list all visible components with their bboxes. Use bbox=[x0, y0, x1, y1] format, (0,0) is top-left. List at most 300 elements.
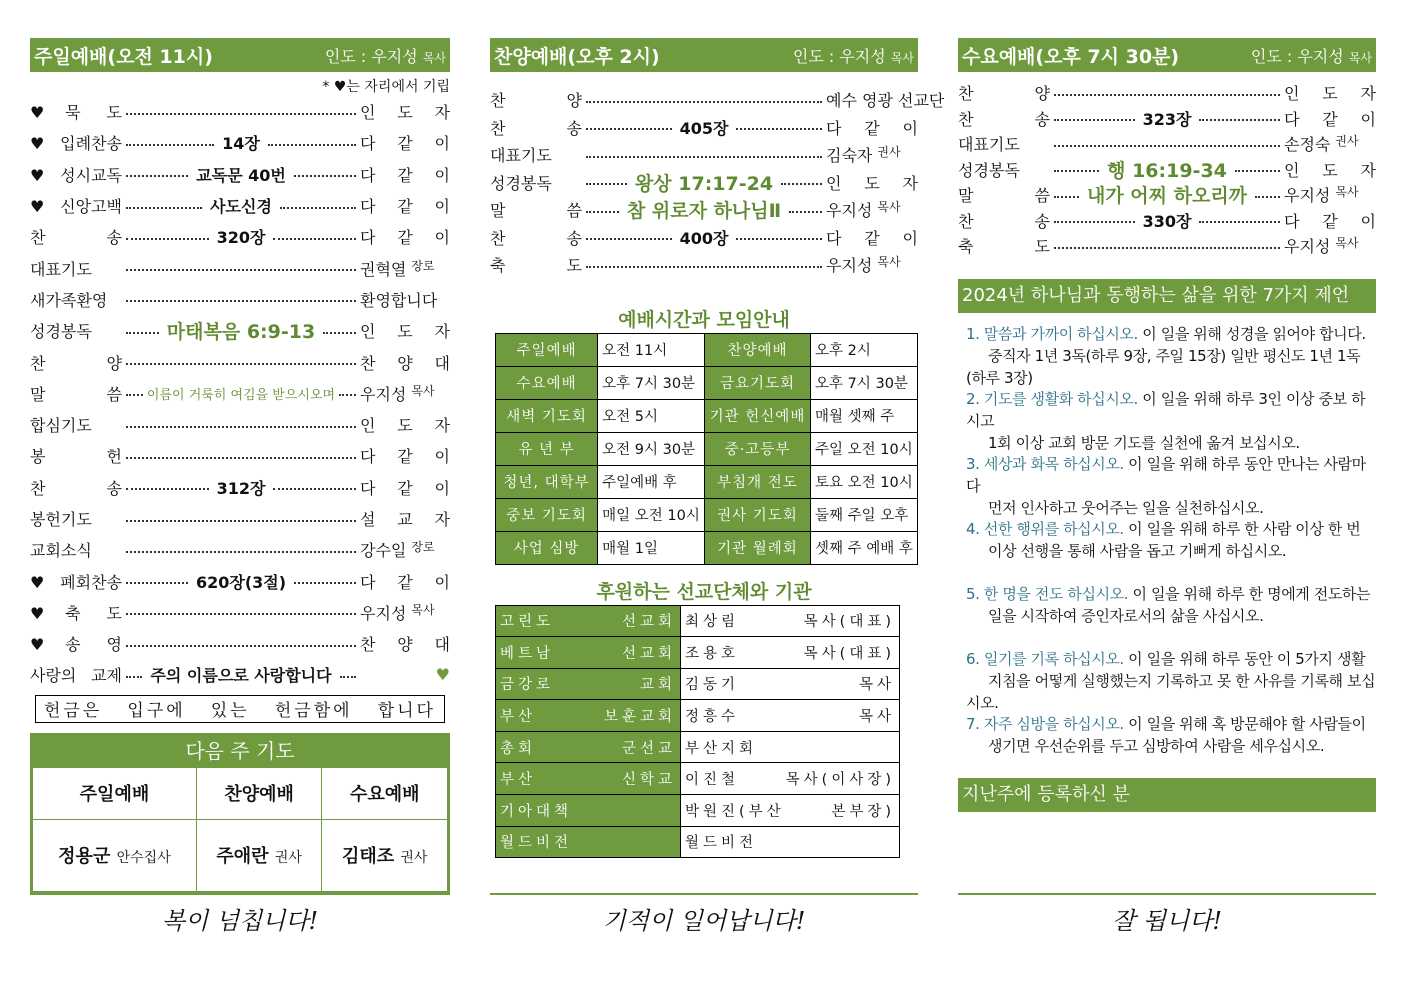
order-detail: 참 위로자 하나님Ⅱ bbox=[626, 200, 782, 223]
schedule-time: 주일 오전 10시 bbox=[811, 432, 918, 465]
registrations-title: 지난주에 등록하신 분 bbox=[958, 778, 1376, 812]
dot-leader bbox=[126, 332, 159, 334]
order-row bbox=[958, 80, 1376, 106]
recommendation-text: 이 일을 위해 하루 동안 이 5가지 생활 bbox=[1128, 649, 1366, 668]
order-row bbox=[30, 597, 450, 628]
dot-leader bbox=[126, 144, 214, 146]
order-detail: 620장(3절) bbox=[195, 572, 287, 592]
recommendation-heading: 3. 세상과 화목 하십시오. bbox=[966, 454, 1124, 473]
leader-text: 인도 : 우지성 bbox=[792, 46, 886, 66]
order-row bbox=[490, 114, 918, 142]
schedule-time: 주일예배 후 bbox=[598, 465, 705, 498]
order-row bbox=[30, 159, 450, 190]
order-item: ♥축 도 bbox=[30, 603, 122, 623]
schedule-row bbox=[496, 399, 918, 432]
dot-leader bbox=[126, 394, 143, 396]
recommendation-line bbox=[966, 323, 1376, 345]
schedule-time: 오전 5시 bbox=[598, 399, 705, 432]
leader-dots bbox=[122, 109, 360, 115]
order-person bbox=[360, 507, 450, 530]
person-name: 다 같 이 bbox=[360, 134, 450, 154]
order-item: 찬 양 bbox=[958, 84, 1050, 104]
offering-word: 헌금은 bbox=[44, 701, 103, 722]
offering-word: 입구에 bbox=[127, 701, 186, 722]
support-row bbox=[496, 826, 900, 858]
prayer-title: 권사 bbox=[274, 850, 302, 867]
praise-service-header bbox=[490, 38, 918, 72]
order-row bbox=[30, 472, 450, 503]
dot-leader bbox=[586, 238, 672, 240]
person-title: 목사 bbox=[1335, 236, 1359, 251]
schedule-time: 셋째 주 예배 후 bbox=[811, 531, 918, 564]
schedule-label: 유 년 부 bbox=[496, 432, 598, 465]
order-person bbox=[360, 319, 450, 342]
leader-dots bbox=[122, 265, 360, 271]
support-organization: 금강로 교회 bbox=[496, 668, 681, 700]
person-name: 인 도 자 bbox=[360, 416, 450, 436]
prayer-name: 김태조 bbox=[341, 846, 395, 868]
dot-leader bbox=[1199, 221, 1280, 223]
order-detail: 교독문 40번 bbox=[196, 165, 286, 185]
dot-leader bbox=[586, 211, 619, 213]
support-contact: 정흥수 목사 bbox=[681, 700, 900, 732]
order-person bbox=[1284, 132, 1376, 155]
dot-leader bbox=[1255, 196, 1280, 198]
order-detail: 405장 bbox=[679, 118, 729, 138]
recommendation-detail: 일을 시작하여 증인자로서의 삶을 사십시오. bbox=[988, 606, 1264, 625]
order-row bbox=[30, 315, 450, 346]
order-item: ♥묵 도 bbox=[30, 103, 122, 123]
order-person bbox=[360, 382, 450, 405]
order-item: 새가족환영 bbox=[30, 290, 108, 310]
order-row bbox=[30, 628, 450, 659]
prayer-head-praise: 찬양예배 bbox=[196, 767, 322, 819]
support-row bbox=[496, 668, 900, 700]
dot-leader bbox=[294, 175, 356, 177]
order-detail: 312장 bbox=[216, 478, 266, 498]
support-table bbox=[495, 605, 900, 859]
order-row bbox=[30, 503, 450, 534]
schedule-time: 매월 셋째 주 bbox=[811, 399, 918, 432]
order-person bbox=[826, 88, 945, 111]
person-title: 목사 bbox=[411, 602, 435, 617]
support-row bbox=[496, 731, 900, 763]
recommendation-line bbox=[966, 605, 1376, 627]
dot-leader bbox=[273, 488, 356, 490]
order-row bbox=[30, 252, 450, 283]
order-item: 성경봉독 bbox=[30, 322, 92, 342]
recommendation-heading: 4. 선한 행위를 하십시오. bbox=[966, 519, 1124, 538]
person-name: 찬 양 대 bbox=[360, 353, 450, 373]
dot-leader bbox=[1199, 119, 1280, 121]
recommendation-item bbox=[966, 518, 1376, 583]
leader-dots bbox=[122, 641, 360, 647]
leader-dots bbox=[1050, 141, 1284, 147]
dot-leader bbox=[586, 156, 822, 158]
prayer-name: 주애란 bbox=[216, 846, 269, 868]
prayer-title: 안수집사 bbox=[116, 850, 171, 867]
recommendations-title: 2024년 하나님과 동행하는 삶을 위한 7가지 제언 bbox=[958, 279, 1376, 313]
order-row bbox=[490, 196, 918, 224]
support-contact: 최상림 목사(대표) bbox=[681, 605, 900, 637]
recommendation-text: 이 일을 위해 하루 동안 만나는 사람마다 bbox=[966, 454, 1366, 495]
schedule-label: 권사 기도회 bbox=[705, 498, 811, 531]
schedule-row bbox=[496, 531, 918, 564]
leader-dots bbox=[122, 194, 360, 217]
recommendation-line bbox=[966, 497, 1376, 519]
wednesday-order-list bbox=[958, 80, 1376, 259]
leader-dots bbox=[122, 422, 360, 428]
person-name: 우지성 bbox=[1284, 237, 1331, 257]
praise-service-leader bbox=[793, 44, 914, 67]
support-contact: 김동기 목사 bbox=[681, 668, 900, 700]
order-row bbox=[958, 233, 1376, 259]
leader-dots bbox=[122, 131, 360, 154]
order-item: 대표기도 bbox=[30, 259, 92, 279]
recommendation-item bbox=[966, 713, 1376, 778]
support-row bbox=[496, 637, 900, 669]
order-row bbox=[958, 106, 1376, 132]
order-person bbox=[826, 171, 918, 194]
dot-leader bbox=[126, 457, 356, 459]
order-person bbox=[360, 257, 450, 280]
person-name: 다 같 이 bbox=[1284, 109, 1376, 129]
schedule-label: 수요예배 bbox=[496, 366, 598, 399]
person-name: 다 같 이 bbox=[360, 447, 450, 467]
order-person bbox=[1284, 183, 1376, 206]
order-row bbox=[958, 208, 1376, 234]
order-person bbox=[360, 288, 450, 311]
schedule-row bbox=[496, 366, 918, 399]
recommendation-item bbox=[966, 648, 1376, 713]
order-item: 사랑의 교제 bbox=[30, 666, 122, 686]
order-row bbox=[30, 378, 450, 409]
order-row bbox=[30, 440, 450, 471]
order-row bbox=[30, 96, 450, 127]
order-row bbox=[958, 131, 1376, 157]
leader-title: 목사 bbox=[1348, 50, 1372, 65]
leader-dots bbox=[122, 317, 360, 344]
dot-leader bbox=[126, 520, 356, 522]
wednesday-service-title: 수요예배(오후 7시 30분) bbox=[962, 45, 1180, 68]
leader-dots bbox=[122, 225, 360, 248]
schedule-label: 찬양예배 bbox=[705, 333, 811, 366]
dot-leader bbox=[1054, 119, 1135, 121]
order-person bbox=[826, 116, 918, 139]
support-contact: 박원진(부산 본부장) bbox=[681, 795, 900, 827]
footer-blessing bbox=[30, 893, 450, 947]
order-person bbox=[1284, 209, 1376, 232]
order-person bbox=[826, 226, 918, 249]
order-row bbox=[30, 409, 450, 440]
support-title: 후원하는 선교단체와 기관 bbox=[596, 580, 812, 603]
order-person bbox=[1284, 81, 1376, 104]
dot-leader bbox=[126, 238, 209, 240]
prayer-person-sunday bbox=[33, 819, 197, 891]
schedule-label: 중·고등부 bbox=[705, 432, 811, 465]
dot-leader bbox=[126, 613, 356, 615]
order-row bbox=[30, 190, 450, 221]
dot-leader bbox=[586, 128, 672, 130]
order-person bbox=[1284, 158, 1376, 181]
order-item: 찬 송 bbox=[30, 228, 122, 248]
leader-dots bbox=[582, 226, 826, 249]
order-item: 축 도 bbox=[958, 237, 1050, 257]
recommendation-line bbox=[966, 453, 1376, 497]
person-name: 인 도 자 bbox=[360, 322, 450, 342]
order-detail: 이름이 거룩히 여김을 받으시오며 bbox=[146, 387, 336, 403]
dot-leader bbox=[126, 645, 356, 647]
schedule-label: 기관 헌신예배 bbox=[705, 399, 811, 432]
footer-text: 기적이 일어납니다! bbox=[602, 907, 806, 935]
schedule-time: 오후 7시 30분 bbox=[598, 366, 705, 399]
order-item: 봉 헌 bbox=[30, 447, 122, 467]
schedule-row bbox=[496, 432, 918, 465]
recommendation-line bbox=[966, 518, 1376, 540]
dot-leader bbox=[789, 211, 822, 213]
person-name: 김숙자 bbox=[826, 146, 873, 166]
schedule-time: 토요 오전 10시 bbox=[811, 465, 918, 498]
recommendation-line bbox=[966, 648, 1376, 670]
support-organization: 총회 군선교 bbox=[496, 731, 681, 763]
dot-leader bbox=[126, 207, 202, 209]
order-person bbox=[360, 351, 450, 374]
person-name: 다 같 이 bbox=[360, 165, 450, 185]
prayer-head-wednesday: 수요예배 bbox=[322, 767, 448, 819]
sunday-service-leader bbox=[325, 44, 446, 67]
recommendation-line bbox=[966, 345, 1376, 389]
order-detail: 330장 bbox=[1142, 211, 1192, 231]
person-name: 인 도 자 bbox=[1284, 84, 1376, 104]
schedule-time: 오전 9시 30분 bbox=[598, 432, 705, 465]
leader-dots bbox=[1050, 243, 1284, 249]
person-name: 손정숙 bbox=[1284, 135, 1331, 155]
recommendation-text: 이 일을 위해 성경을 읽어야 합니다. bbox=[1142, 324, 1366, 343]
dot-leader bbox=[268, 144, 356, 146]
person-title: 목사 bbox=[411, 383, 435, 398]
order-item: 찬 양 bbox=[30, 353, 122, 373]
schedule-time: 매일 오전 10시 bbox=[598, 498, 705, 531]
schedule-row bbox=[496, 498, 918, 531]
leader-dots bbox=[122, 453, 360, 459]
person-name: 우지성 bbox=[826, 256, 873, 276]
order-detail: 내가 어찌 하오리까 bbox=[1086, 185, 1248, 208]
order-person bbox=[826, 143, 918, 166]
recommendation-text: 이 일을 위해 하루 한 명에게 전도하는 bbox=[1132, 584, 1371, 603]
order-person bbox=[360, 131, 450, 154]
leader-dots bbox=[582, 262, 826, 268]
order-row bbox=[30, 221, 450, 252]
dot-leader bbox=[126, 426, 356, 428]
order-person bbox=[360, 570, 450, 593]
leader-dots bbox=[1050, 181, 1284, 208]
order-item: 말 씀 bbox=[490, 201, 582, 221]
dot-leader bbox=[126, 269, 356, 271]
footer-text: 복이 넘칩니다! bbox=[161, 907, 319, 935]
order-item: ♥성시교독 bbox=[30, 165, 122, 185]
person-name: 인 도 자 bbox=[1284, 160, 1376, 180]
schedule-time: 오전 11시 bbox=[598, 333, 705, 366]
leader-dots bbox=[1050, 90, 1284, 96]
order-person bbox=[360, 163, 450, 186]
schedule-label: 청년, 대학부 bbox=[496, 465, 598, 498]
dot-leader bbox=[126, 363, 356, 365]
leader-dots bbox=[122, 384, 360, 403]
offering-word: 있는 bbox=[210, 701, 250, 722]
dot-leader bbox=[126, 676, 142, 678]
order-row bbox=[490, 169, 918, 197]
recommendation-heading: 2. 기도를 생활화 하십시오. bbox=[966, 389, 1138, 408]
order-item: 대표기도 bbox=[490, 146, 552, 166]
order-item: 찬 송 bbox=[490, 228, 582, 248]
next-week-prayer bbox=[30, 733, 450, 894]
order-item: 성경봉독 bbox=[958, 160, 1020, 180]
recommendation-detail: 1회 이상 교회 방문 기도를 실천에 옮겨 보십시오. bbox=[988, 433, 1300, 452]
recommendation-item bbox=[966, 453, 1376, 518]
person-name: 우지성 bbox=[360, 603, 407, 623]
leader-dots bbox=[582, 116, 826, 139]
person-name: 찬 양 대 bbox=[360, 635, 450, 655]
dot-leader bbox=[1054, 170, 1099, 172]
schedule-time: 둘째 주일 오후 bbox=[811, 498, 918, 531]
leader-dots bbox=[122, 296, 360, 302]
order-item: ♥신앙고백 bbox=[30, 197, 122, 217]
order-row bbox=[30, 284, 450, 315]
order-item: 찬 송 bbox=[30, 478, 122, 498]
order-person bbox=[360, 476, 450, 499]
order-detail: 왕상 17:17-24 bbox=[634, 172, 774, 195]
order-detail: 마태복음 6:9-13 bbox=[166, 321, 316, 344]
order-item: 교회소식 bbox=[30, 541, 92, 561]
leader-dots bbox=[122, 547, 360, 553]
leader-dots bbox=[122, 359, 360, 365]
order-person bbox=[360, 632, 450, 655]
order-detail: 323장 bbox=[1142, 109, 1192, 129]
dot-leader bbox=[273, 238, 356, 240]
leader-dots bbox=[1050, 107, 1284, 130]
order-row bbox=[490, 251, 918, 279]
person-title: 목사 bbox=[877, 255, 901, 270]
person-name: 권혁열 bbox=[360, 259, 407, 279]
leader-dots bbox=[122, 516, 360, 522]
order-person bbox=[360, 413, 450, 436]
leader-dots bbox=[1050, 156, 1284, 183]
support-organization: 베트남 선교회 bbox=[496, 637, 681, 669]
standing-note: * ♥는 자리에서 기립 bbox=[322, 79, 450, 95]
support-row bbox=[496, 700, 900, 732]
person-name: 강수일 bbox=[360, 541, 407, 561]
recommendation-detail: 지침을 어떻게 실행했는지 기록하고 못 한 사유를 기록해 보십시오. bbox=[966, 671, 1376, 712]
order-person bbox=[1284, 234, 1376, 257]
person-name: 다 같 이 bbox=[826, 228, 918, 248]
support-organization: 월드비전 bbox=[496, 826, 681, 858]
support-contact: 월드비전 bbox=[681, 826, 900, 858]
recommendation-heading: 1. 말씀과 가까이 하십시오. bbox=[966, 324, 1138, 343]
schedule-row bbox=[496, 465, 918, 498]
order-item: ♥송 영 bbox=[30, 635, 122, 655]
leader-dots bbox=[122, 476, 360, 499]
schedule-label: 주일예배 bbox=[496, 333, 598, 366]
person-name: ♥ bbox=[435, 665, 450, 685]
support-contact: 부산지회 bbox=[681, 731, 900, 763]
dot-leader bbox=[126, 300, 356, 302]
order-row bbox=[30, 565, 450, 596]
wednesday-service-header bbox=[958, 38, 1376, 72]
recommendation-text: 이 일을 위해 하루 3인 이상 중보 하시고 bbox=[966, 389, 1366, 430]
recommendation-detail: 먼저 인사하고 웃어주는 일을 실천하십시오. bbox=[988, 498, 1264, 517]
order-row bbox=[30, 659, 450, 690]
recommendation-text: 이 일을 위해 하루 한 사람 이상 한 번 bbox=[1128, 519, 1361, 538]
dot-leader bbox=[586, 101, 822, 103]
leader-dots bbox=[122, 163, 360, 186]
dot-leader bbox=[1054, 94, 1280, 96]
recommendation-text: 이 일을 위해 혹 방문해야 할 사람들이 bbox=[1128, 714, 1366, 733]
order-detail: 행 16:19-34 bbox=[1107, 159, 1227, 182]
dot-leader bbox=[1054, 221, 1135, 223]
order-item: 봉헌기도 bbox=[30, 510, 92, 529]
next-week-prayer-title: 다음 주 기도 bbox=[32, 735, 448, 767]
schedule-label: 새벽 기도회 bbox=[496, 399, 598, 432]
dot-leader bbox=[586, 266, 822, 268]
recommendation-item bbox=[966, 323, 1376, 388]
schedule-label: 부침개 전도 bbox=[705, 465, 811, 498]
order-row bbox=[958, 157, 1376, 183]
schedule-label: 금요기도회 bbox=[705, 366, 811, 399]
schedule-title: 예배시간과 모임안내 bbox=[618, 308, 790, 331]
sunday-service-title: 주일예배(오전 11시) bbox=[34, 45, 213, 68]
person-title: 권사 bbox=[877, 145, 901, 160]
support-row bbox=[496, 763, 900, 795]
order-person bbox=[360, 194, 450, 217]
recommendation-detail: 생기면 우선순위를 두고 심방하여 사람을 세우십시오. bbox=[988, 736, 1325, 755]
order-detail: 320장 bbox=[216, 228, 266, 248]
offering-word: 헌금함에 bbox=[274, 701, 353, 722]
leader-dots bbox=[122, 663, 360, 686]
support-row bbox=[496, 795, 900, 827]
order-detail: 400장 bbox=[679, 228, 729, 248]
order-person bbox=[826, 253, 918, 276]
footer-text: 잘 됩니다! bbox=[1111, 907, 1222, 935]
order-person bbox=[360, 444, 450, 467]
leader-dots bbox=[582, 152, 826, 158]
dot-leader bbox=[339, 394, 356, 396]
order-detail: 사도신경 bbox=[210, 197, 272, 217]
person-name: 다 같 이 bbox=[360, 197, 450, 217]
recommendation-line bbox=[966, 432, 1376, 454]
recommendation-heading: 7. 자주 심방을 하십시오. bbox=[966, 714, 1124, 733]
person-name: 우지성 bbox=[1284, 186, 1331, 206]
footer-miracle bbox=[490, 893, 918, 947]
leader-dots bbox=[582, 196, 826, 223]
recommendation-line bbox=[966, 735, 1376, 757]
recommendations-list bbox=[958, 323, 1376, 778]
support-contact: 조용호 목사(대표) bbox=[681, 637, 900, 669]
person-title: 목사 bbox=[877, 200, 901, 215]
person-title: 목사 bbox=[1335, 185, 1359, 200]
support-row bbox=[496, 605, 900, 637]
order-item: 찬 송 bbox=[958, 109, 1050, 129]
dot-leader bbox=[781, 183, 822, 185]
order-person bbox=[360, 225, 450, 248]
person-name: 인 도 자 bbox=[360, 103, 450, 123]
leader-text: 인도 : 우지성 bbox=[1250, 46, 1344, 66]
dot-leader bbox=[340, 676, 356, 678]
dot-leader bbox=[1054, 145, 1280, 147]
order-person bbox=[360, 601, 450, 624]
praise-service-title: 찬양예배(오후 2시) bbox=[494, 45, 660, 68]
recommendation-line bbox=[966, 583, 1376, 605]
order-item: ♥폐회찬송 bbox=[30, 572, 122, 592]
